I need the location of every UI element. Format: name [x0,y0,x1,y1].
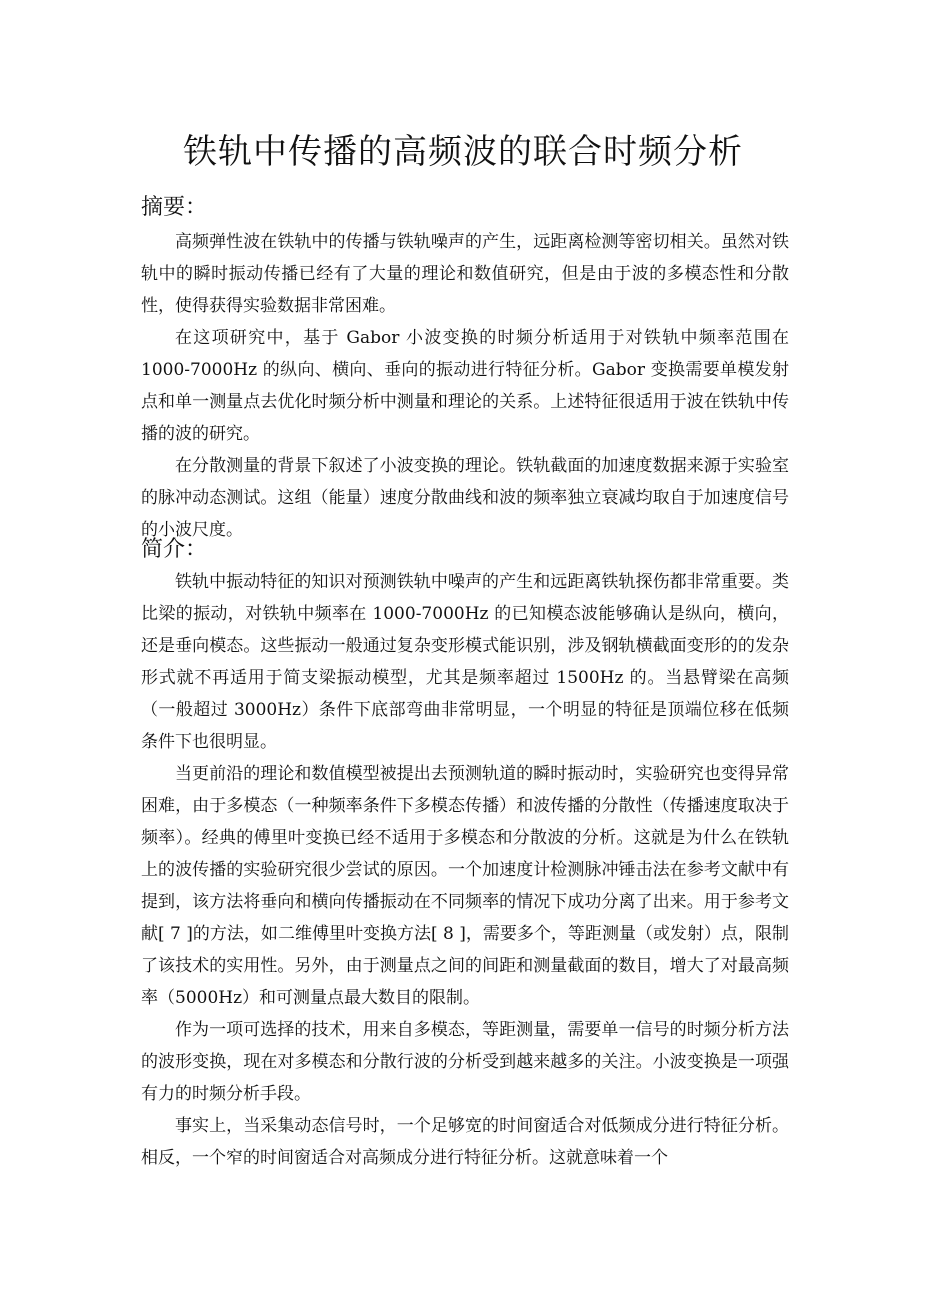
abstract-heading: 摘要： [141,195,208,220]
abstract-paragraph-3: 在分散测量的背景下叙述了小波变换的理论。铁轨截面的加速度数据来源于实验室的脉冲动态测试。这组（能量）速度分散曲线和波的频率独立衰减均取自于加速度信号的小波尺度。 [141,456,789,540]
introduction-paragraph-3: 作为一项可选择的技术，用来自多模态，等距测量，需要单一信号的时频分析方法的波形变换，现在对多模态和分散行波的分析受到越来越多的关注。小波变换是一项强有力的时频分析手段。 [141,1020,789,1104]
introduction-paragraph-2: 当更前沿的理论和数值模型被提出去预测轨道的瞬时振动时，实验研究也变得异常困难，由于多模态（一种频率条件下多模态传播）和波传播的分散性（传播速度取决于频率）。经典的傅里叶变换已经不适用于多模态和分散波的分析。这就是为什么在铁轨上的波传播的实验研究很少尝试的原因。一个加速度计检测脉冲锤击法在参考文献中有提到，该方法将垂向和横向传播振动在不同频率的情况下成功分离了出来。用于参考文献[ 7 ]的方法，如二维傅里叶变换方法[ 8 ]，需要多个，等距测量（或发射）点，限制了该技术的实用性。另外，由于测量点之间的间距和测量截面的数目，增大了对最高频率（5000Hz）和可测量点最大数目的限制。 [141,764,789,1008]
introduction-heading: 简介： [141,537,208,562]
abstract-paragraph-1: 高频弹性波在铁轨中的传播与铁轨噪声的产生，远距离检测等密切相关。虽然对铁轨中的瞬时振动传播已经有了大量的理论和数值研究，但是由于波的多模态性和分散性，使得获得实验数据非常困难。 [141,232,789,316]
introduction-paragraph-4: 事实上，当采集动态信号时，一个足够宽的时间窗适合对低频成分进行特征分析。相反，一个窄的时间窗适合对高频成分进行特征分析。这就意味着一个 [141,1116,789,1168]
document-title: 铁轨中传播的高频波的联合时频分析 [183,132,743,172]
introduction-paragraph-1: 铁轨中振动特征的知识对预测铁轨中噪声的产生和远距离铁轨探伤都非常重要。类比梁的振动，对铁轨中频率在 1000-7000Hz 的已知模态波能够确认是纵向，横向，还是垂向模态。这些振动一般通过复杂变形模式能识别，涉及钢轨横截面变形的的发杂形式就不再适用于简支梁振动模型，尤其是频率超过 1500Hz 的。当悬臂梁在高频（一般超过 3000Hz）条件下底部弯曲非常明显，一个明显的特征是顶端位移在低频条件下也很明显。 [141,572,789,752]
abstract-paragraph-2: 在这项研究中，基于 Gabor 小波变换的时频分析适用于对铁轨中频率范围在 1000-7000Hz 的纵向、横向、垂向的振动进行特征分析。Gabor 变换需要单模发射点和单一测量点去优化时频分析中测量和理论的关系。上述特征很适用于波在铁轨中传播的波的研究。 [141,328,789,444]
